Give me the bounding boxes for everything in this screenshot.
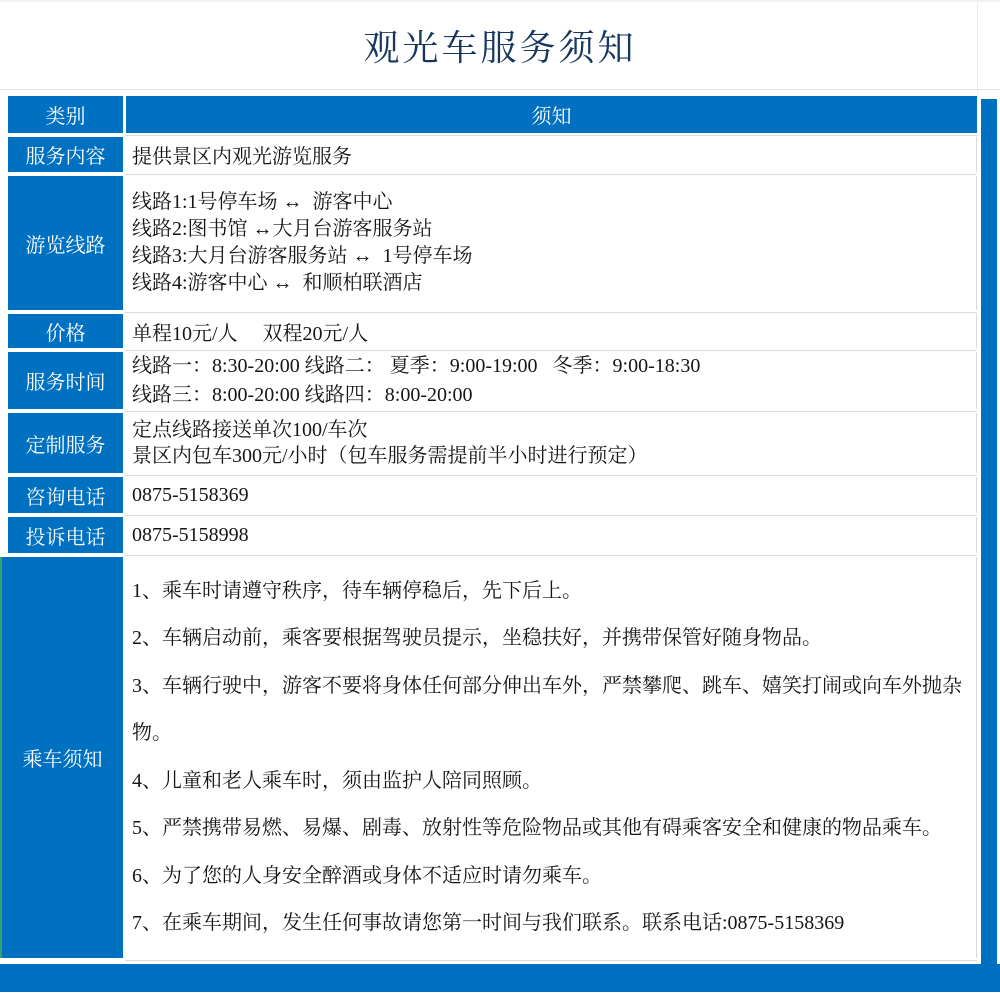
column-guide-line: [977, 2, 978, 98]
notice-item: 5、严禁携带易燃、易爆、剧毒、放射性等危险物品或其他有碍乘客安全和健康的物品乘车。: [132, 817, 942, 839]
table-row-service-content: [0, 137, 977, 172]
table-row-inquiry-phone: [0, 477, 977, 513]
table-row-riding-notice: [0, 557, 977, 958]
row-content: [126, 314, 977, 348]
left-margin: [0, 96, 8, 133]
left-margin: [0, 137, 8, 172]
row-label: 服务内容: [8, 137, 123, 172]
table-row-custom-service: [0, 413, 977, 473]
notice-item: 3、车辆行驶中，游客不要将身体任何部分伸出车外，严禁攀爬、跳车、嬉笑打闹或向车外抛杂物。: [132, 674, 962, 744]
left-margin: [0, 352, 8, 409]
row-label: 定制服务: [8, 413, 123, 473]
notice-table: [0, 96, 977, 958]
row-content: [126, 176, 977, 310]
table-row-tour-routes: [0, 176, 977, 310]
route-line: 线路4:游客中心 ↔ 和顺柏联酒店: [132, 272, 423, 294]
row-content: [126, 137, 977, 172]
left-margin: [0, 314, 8, 348]
table-row-service-time: [0, 352, 977, 409]
content-line: 线路一：8:30-20:00 线路二： 夏季：9:00-19:00 冬季：9:00-18:30: [132, 355, 701, 377]
notice-item: 1、乘车时请遵守秩序，待车辆停稳后，先下后上。: [132, 579, 582, 602]
left-margin: [0, 477, 8, 513]
content-line: 景区内包车300元/小时（包车服务需提前半小时进行预定）: [132, 445, 648, 467]
table-header-row: [0, 96, 977, 133]
row-content: [126, 352, 977, 409]
route-line: 线路3:大月台游客服务站 ↔ 1号停车场: [132, 245, 473, 267]
left-margin: [0, 517, 8, 553]
notice-item: 2、车辆启动前，乘客要根据驾驶员提示，坐稳扶好，并携带保管好随身物品。: [132, 627, 822, 649]
page-title: 观光车服务须知: [363, 28, 637, 68]
content-line: 线路三：8:00-20:00 线路四：8:00-20:00: [132, 383, 473, 406]
header-category-cell: 类别: [8, 96, 123, 133]
row-label: 咨询电话: [8, 477, 123, 513]
title-block: [0, 2, 1000, 90]
row-label: 乘车须知: [0, 557, 123, 958]
bottom-blue-bar: [0, 964, 1000, 992]
right-blue-strip: [981, 99, 997, 964]
route-line: 线路2:图书馆 ↔大月台游客服务站: [132, 218, 433, 240]
notice-item: 7、在乘车期间，发生任何事故请您第一时间与我们联系。联系电话:0875-5158369: [132, 912, 845, 934]
phone-number: 0875-5158998: [132, 523, 249, 546]
content-line: 定点线路接送单次100/车次: [132, 419, 368, 441]
row-content: [126, 477, 977, 513]
row-content: [126, 517, 977, 553]
content-line: 提供景区内观光游览服务: [132, 146, 352, 168]
row-content: [126, 557, 977, 958]
table-row-price: [0, 314, 977, 348]
table-row-complaint-phone: [0, 517, 977, 553]
row-label: 服务时间: [8, 352, 123, 409]
left-margin: [0, 413, 8, 473]
phone-number: 0875-5158369: [132, 483, 249, 506]
row-label: 投诉电话: [8, 517, 123, 553]
left-margin: [0, 176, 8, 310]
content-line: 单程10元/人 双程20元/人: [132, 322, 369, 345]
route-line: 线路1:1号停车场 ↔ 游客中心: [132, 191, 393, 213]
notice-item: 4、儿童和老人乘车时，须由监护人陪同照顾。: [132, 769, 542, 792]
row-label: 游览线路: [8, 176, 123, 310]
header-notice-cell: 须知: [126, 96, 977, 133]
row-content: [126, 413, 977, 473]
row-label: 价格: [8, 314, 123, 348]
notice-item: 6、为了您的人身安全醉酒或身体不适应时请勿乘车。: [132, 864, 602, 887]
